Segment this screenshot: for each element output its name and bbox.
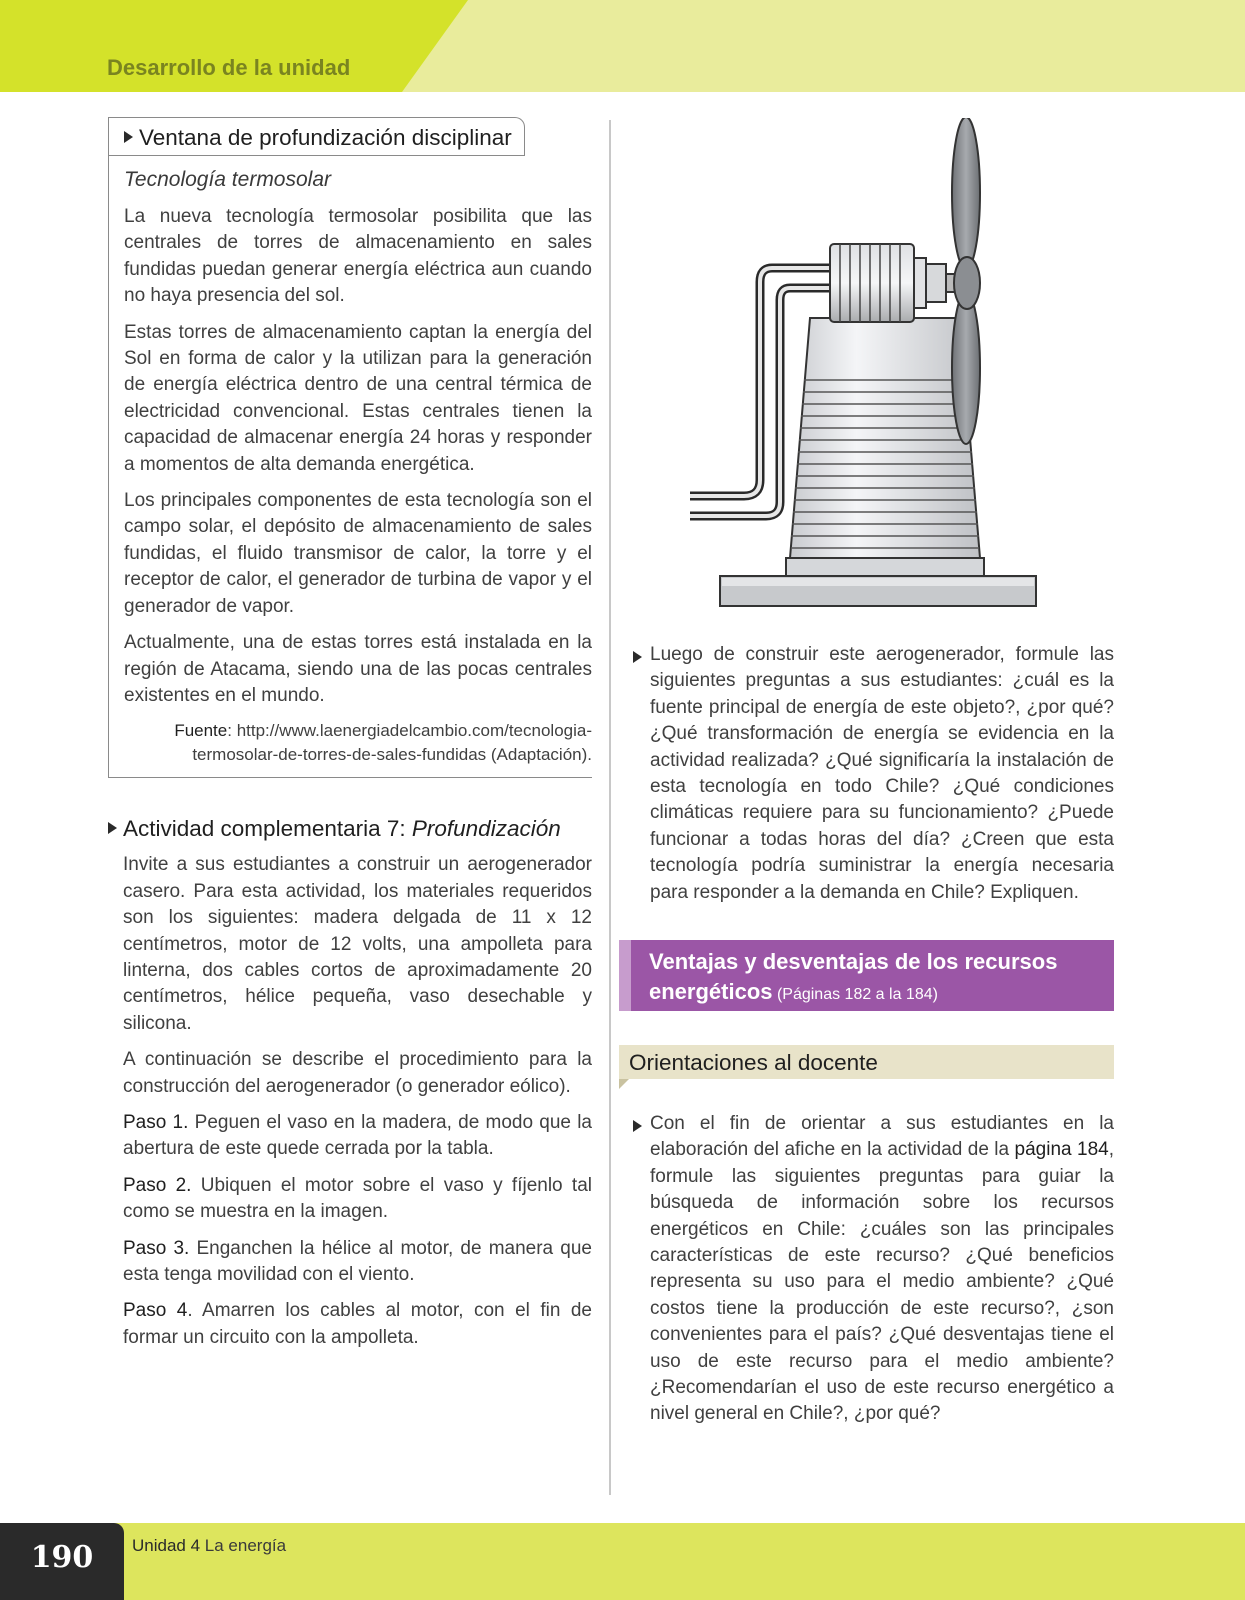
step-3 xyxy=(123,1236,592,1289)
activity-paragraph: A continuación se describe el procedimiento para la construcción del aerogenerador (o generador eólico). xyxy=(123,1049,592,1097)
box-paragraph: Los principales componentes de esta tecnología son el campo solar, el depósito de almacenamiento de sales fundidas, el fluido transmisor de calor, la torre y el receptor de calor, el generador de turbina de vapor y el generador de vapor. xyxy=(124,490,592,617)
source-url: : http://www.laenergiadelcambio.com/tecnologia-termosolar-de-torres-de-sales-fundidas (Adaptación). xyxy=(192,721,592,765)
box-paragraph: Estas torres de almacenamiento captan la energía del Sol en forma de calor y la utilizan para la generación de energía eléctrica dentro de una central térmica de electricidad convencional. Estas centrales tienen la capacidad de almacenar energía 24 horas y responder a momentos de alta demanda energética. xyxy=(124,321,592,475)
section-header xyxy=(619,940,1114,1011)
orientations-title: Orientaciones al docente xyxy=(629,1050,878,1075)
step-4 xyxy=(123,1298,592,1351)
box-paragraph: La nueva tecnología termosolar posibilita que las centrales de torres de almacenamiento en sales fundidas puedan generar energía eléctrica aun cuando no haya presencia del sol. xyxy=(124,206,592,307)
triangle-bullet-icon xyxy=(124,131,133,143)
orientations-text-part: Con el fin de orientar a sus estudiantes en la elaboración del afiche en la actividad de la xyxy=(650,1113,1114,1161)
questions-text: Luego de construir este aerogenerador, formule las siguientes preguntas a sus estudiantes: ¿cuál es la fuente principal de energía de este objeto?, ¿por qué? ¿Qué transformación de energía se evidencia en la actividad realizada? ¿Qué significaría la instalación de esta tecnología en todo Chile? ¿Qué condiciones climáticas requiere para su funcionamiento? ¿Puede funcionar a todas horas del día? ¿Creen que esta tecnología podría suministrar la energía necesaria para responder a la demanda en Chile? Expliquen. xyxy=(650,644,1114,903)
page-number-box xyxy=(0,1523,124,1600)
triangle-bullet-icon xyxy=(108,822,117,834)
section-title-text: Ventajas y desventajas de los recursos energéticos xyxy=(649,949,1058,1004)
step-1 xyxy=(123,1110,592,1163)
orientations-bullet xyxy=(620,1111,1114,1438)
header-title: Desarrollo de la unidad xyxy=(107,55,351,80)
step-label: Paso 2. xyxy=(123,1174,192,1196)
step-2 xyxy=(123,1173,592,1226)
orientations-text xyxy=(650,1111,1114,1428)
triangle-bullet-icon xyxy=(633,651,642,663)
unit-name: La energía xyxy=(200,1536,287,1555)
section-pages: (Páginas 182 a la 184) xyxy=(772,986,938,1003)
orientations-text-part: , formule las siguientes preguntas para guiar la búsqueda de información sobre los recursos energéticos en Chile: ¿cuáles son las principales características de este recurso? ¿Qué beneficios representa su uso para el medio ambiente? ¿Qué costos tiene la producción de este recurso?, ¿son convenientes para el país? ¿Qué desventajas tiene el uso de este recurso para el medio ambiente? ¿Recomendarían el uso de este recurso energético a nivel general en Chile?, ¿por qué? xyxy=(650,1139,1114,1425)
activity-title-text: Actividad complementaria 7: xyxy=(123,816,412,842)
activity-title-italic: Profundización xyxy=(411,816,561,842)
box-title xyxy=(109,117,525,156)
left-column xyxy=(108,117,592,1361)
footer-unit xyxy=(132,1536,286,1556)
step-text: Peguen el vaso en la madera, de modo que la abertura de este quede cerrada por la tabla. xyxy=(123,1111,592,1160)
box-title-text: Ventana de profundización disciplinar xyxy=(139,125,512,150)
step-text: Enganchen la hélice al motor, de manera que esta tenga movilidad con el viento. xyxy=(123,1237,592,1285)
page-number: 190 xyxy=(30,1540,94,1575)
orientations-header xyxy=(619,1045,1114,1079)
triangle-bullet-icon xyxy=(633,1120,642,1132)
source-label: Fuente xyxy=(174,721,228,741)
activity-title xyxy=(108,816,592,842)
right-column xyxy=(620,120,1114,916)
activity-paragraph: Invite a sus estudiantes a construir un aerogenerador casero. Para esta actividad, los materiales requeridos son los siguientes: madera delgada de 11 x 12 centímetros, motor de 12 volts, una ampolleta para linterna, dos cables cortos de aproximadamente 20 centímetros, hélice pequeña, vaso desechable y silicona. xyxy=(123,854,592,1034)
box-paragraph: Actualmente, una de estas torres está instalada en la región de Atacama, siendo una de las pocas centrales existentes en el mundo. xyxy=(124,632,592,706)
step-label: Paso 1. xyxy=(123,1111,189,1133)
column-divider xyxy=(609,120,611,1495)
section-header-stripe xyxy=(619,940,631,1011)
activity-body xyxy=(108,852,592,1351)
step-label: Paso 4 xyxy=(123,1300,188,1322)
orientations-corner xyxy=(619,1079,629,1089)
step-text: Ubiquen el motor sobre el vaso y fíjenlo tal como se muestra en la imagen. xyxy=(123,1174,592,1223)
page-reference: página 184 xyxy=(1014,1139,1109,1161)
source-citation xyxy=(124,719,592,767)
page-footer xyxy=(0,1523,1245,1600)
unit-label: Unidad 4 xyxy=(132,1536,201,1555)
step-label: Paso 3. xyxy=(123,1237,190,1259)
questions-bullet xyxy=(620,642,1114,906)
deepening-window-box xyxy=(108,117,592,778)
section-title xyxy=(649,947,1109,1010)
box-subtitle: Tecnología termosolar xyxy=(124,168,332,191)
page-header xyxy=(0,0,1245,92)
step-text: . Amarren los cables al motor, con el fin de formar un circuito con la ampolleta. xyxy=(123,1300,593,1348)
